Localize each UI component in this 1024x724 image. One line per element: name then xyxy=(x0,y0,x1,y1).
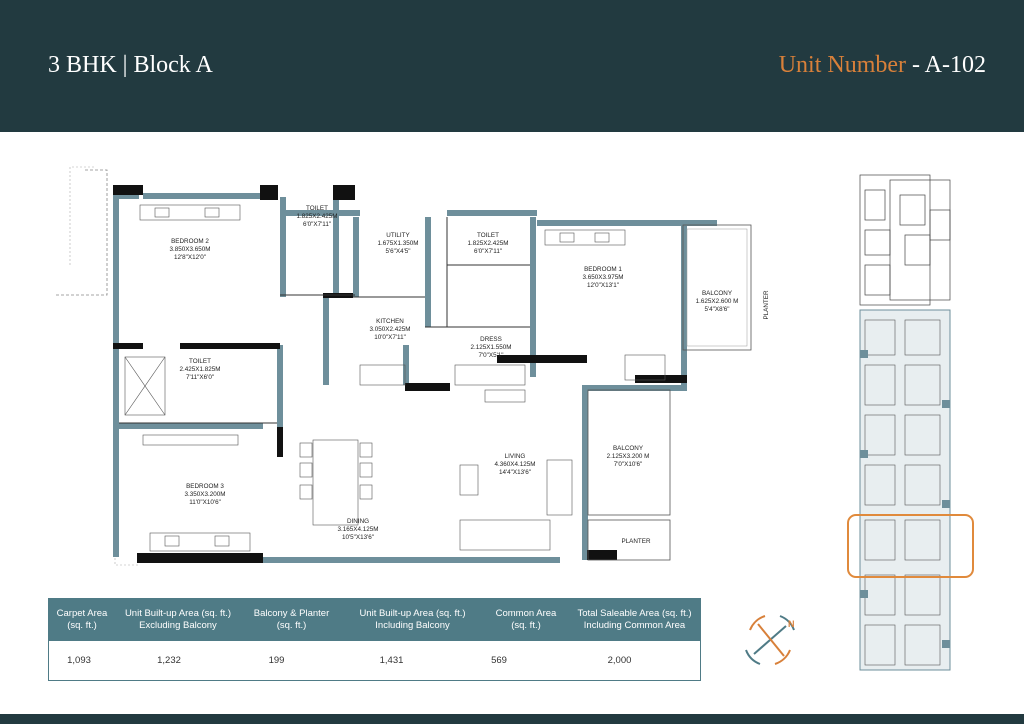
header-line: Balcony & Planter xyxy=(253,608,330,619)
header-builtup-incl-balcony xyxy=(342,599,483,641)
room-name: BALCONY xyxy=(701,290,733,297)
room-name: BEDROOM 3 xyxy=(186,483,224,490)
room-imperial: 14'4"X13'6" xyxy=(498,469,532,476)
room-name: TOILET xyxy=(477,232,499,239)
key-plan xyxy=(850,170,980,685)
room-name: DINING xyxy=(346,518,370,525)
room-imperial: 10'0"X7'11" xyxy=(374,334,406,341)
planter-top-label: PLANTER xyxy=(763,290,770,320)
room-name: LIVING xyxy=(504,453,526,460)
room-metric: 2.125X3.200 M xyxy=(606,453,650,460)
header-builtup-excl-balcony xyxy=(115,599,241,641)
value-carpet-area: 1,093 xyxy=(67,655,91,666)
room-imperial: 6'0"X7'11" xyxy=(473,248,503,255)
room-imperial: 7'0"X5'1" xyxy=(478,352,504,359)
room-metric: 3.850X3.650M xyxy=(169,246,211,253)
room-metric: 1.825X2.425M xyxy=(296,213,338,220)
room-imperial: 5'6"X4'5" xyxy=(385,248,411,255)
room-label-toilet-top xyxy=(297,205,338,228)
header-line: Common Area xyxy=(495,608,557,619)
header-line: Excluding Balcony xyxy=(139,620,217,631)
unit-number-value: A-102 xyxy=(924,52,986,78)
room-imperial: 12'0"X13'1" xyxy=(586,282,620,289)
room-label-toilet-left xyxy=(180,358,221,381)
floor-plan xyxy=(55,165,770,580)
room-label-balcony-right xyxy=(607,445,650,468)
room-metric: 2.125X1.550M xyxy=(470,344,512,351)
room-name: BEDROOM 2 xyxy=(171,238,209,245)
header-line: (sq. ft.) xyxy=(276,620,307,631)
value-total-saleable: 2,000 xyxy=(607,655,632,666)
room-metric: 3.350X3.200M xyxy=(184,491,226,498)
balcony-top-area xyxy=(683,225,751,350)
value-common-area: 569 xyxy=(491,655,507,666)
room-metric: 1.625X2.600 M xyxy=(695,298,739,305)
header-line: Unit Built-up Area (sq. ft.) xyxy=(124,608,232,619)
header-balcony-planter xyxy=(241,599,342,641)
area-table-header xyxy=(49,599,700,641)
header-line: Unit Built-up Area (sq. ft.) xyxy=(359,608,466,619)
room-metric: 2.425X1.825M xyxy=(179,366,221,373)
room-name: DRESS xyxy=(480,336,502,343)
room-label-bedroom2 xyxy=(170,238,211,261)
room-label-dining xyxy=(338,518,379,541)
room-metric: 3.050X2.425M xyxy=(369,326,411,333)
header-line: Including Balcony xyxy=(375,620,450,631)
room-label-balcony-top xyxy=(696,290,739,313)
room-metric: 1.675X1.350M xyxy=(377,240,419,247)
room-name: TOILET xyxy=(189,358,211,365)
header-bar xyxy=(0,0,1024,132)
unit-number-label: Unit Number xyxy=(778,52,906,78)
area-table xyxy=(48,598,701,681)
room-label-living xyxy=(495,453,536,476)
header-carpet-area xyxy=(49,599,115,641)
header-line: (sq. ft.) xyxy=(511,620,541,631)
room-imperial: 6'0"X7'11" xyxy=(302,221,332,228)
room-imperial: 11'0"X10'6" xyxy=(189,499,221,506)
value-builtup-excl-balcony: 1,232 xyxy=(157,655,181,666)
unit-config-title: 3 BHK | Block A xyxy=(48,52,213,78)
value-builtup-incl-balcony: 1,431 xyxy=(379,655,404,666)
header-line: Total Saleable Area (sq. ft.) xyxy=(577,608,692,619)
room-metric: 1.825X2.425M xyxy=(467,240,509,247)
header-line: (sq. ft.) xyxy=(67,620,97,631)
footer-strip xyxy=(0,714,1024,724)
plan-dashed-outline xyxy=(55,170,107,295)
compass-icon xyxy=(740,610,800,670)
header-total-saleable xyxy=(569,599,700,641)
room-metric: 4.360X4.125M xyxy=(494,461,536,468)
value-balcony-planter: 199 xyxy=(268,655,285,666)
planter-bottom-label: PLANTER xyxy=(621,538,651,545)
room-imperial: 7'11"X6'0" xyxy=(185,374,215,381)
room-label-bedroom3 xyxy=(185,483,226,506)
room-name: BEDROOM 1 xyxy=(584,266,622,273)
room-label-utility xyxy=(378,232,419,255)
room-imperial: 12'8"X12'0" xyxy=(173,254,207,261)
area-table-row xyxy=(49,641,700,680)
room-name: KITCHEN xyxy=(376,318,404,325)
room-imperial: 5'4"X8'6" xyxy=(704,306,730,313)
room-imperial: 10'5"X13'6" xyxy=(341,534,375,541)
room-label-kitchen xyxy=(370,318,411,341)
room-metric: 3.165X4.125M xyxy=(337,526,379,533)
unit-number-separator: - xyxy=(906,52,925,78)
room-label-bedroom1 xyxy=(583,266,624,289)
room-imperial: 7'0"X10'6" xyxy=(613,461,643,468)
room-metric: 3.650X3.975M xyxy=(582,274,624,281)
compass-north-label: N xyxy=(788,619,795,629)
header-common-area xyxy=(483,599,569,641)
room-label-toilet-mid xyxy=(468,232,509,255)
header-line: Carpet Area xyxy=(56,608,108,619)
header-line: Including Common Area xyxy=(583,620,686,631)
unit-number-title xyxy=(779,52,986,79)
room-name: BALCONY xyxy=(612,445,644,452)
room-name: TOILET xyxy=(306,205,328,212)
room-name: UTILITY xyxy=(386,232,410,239)
